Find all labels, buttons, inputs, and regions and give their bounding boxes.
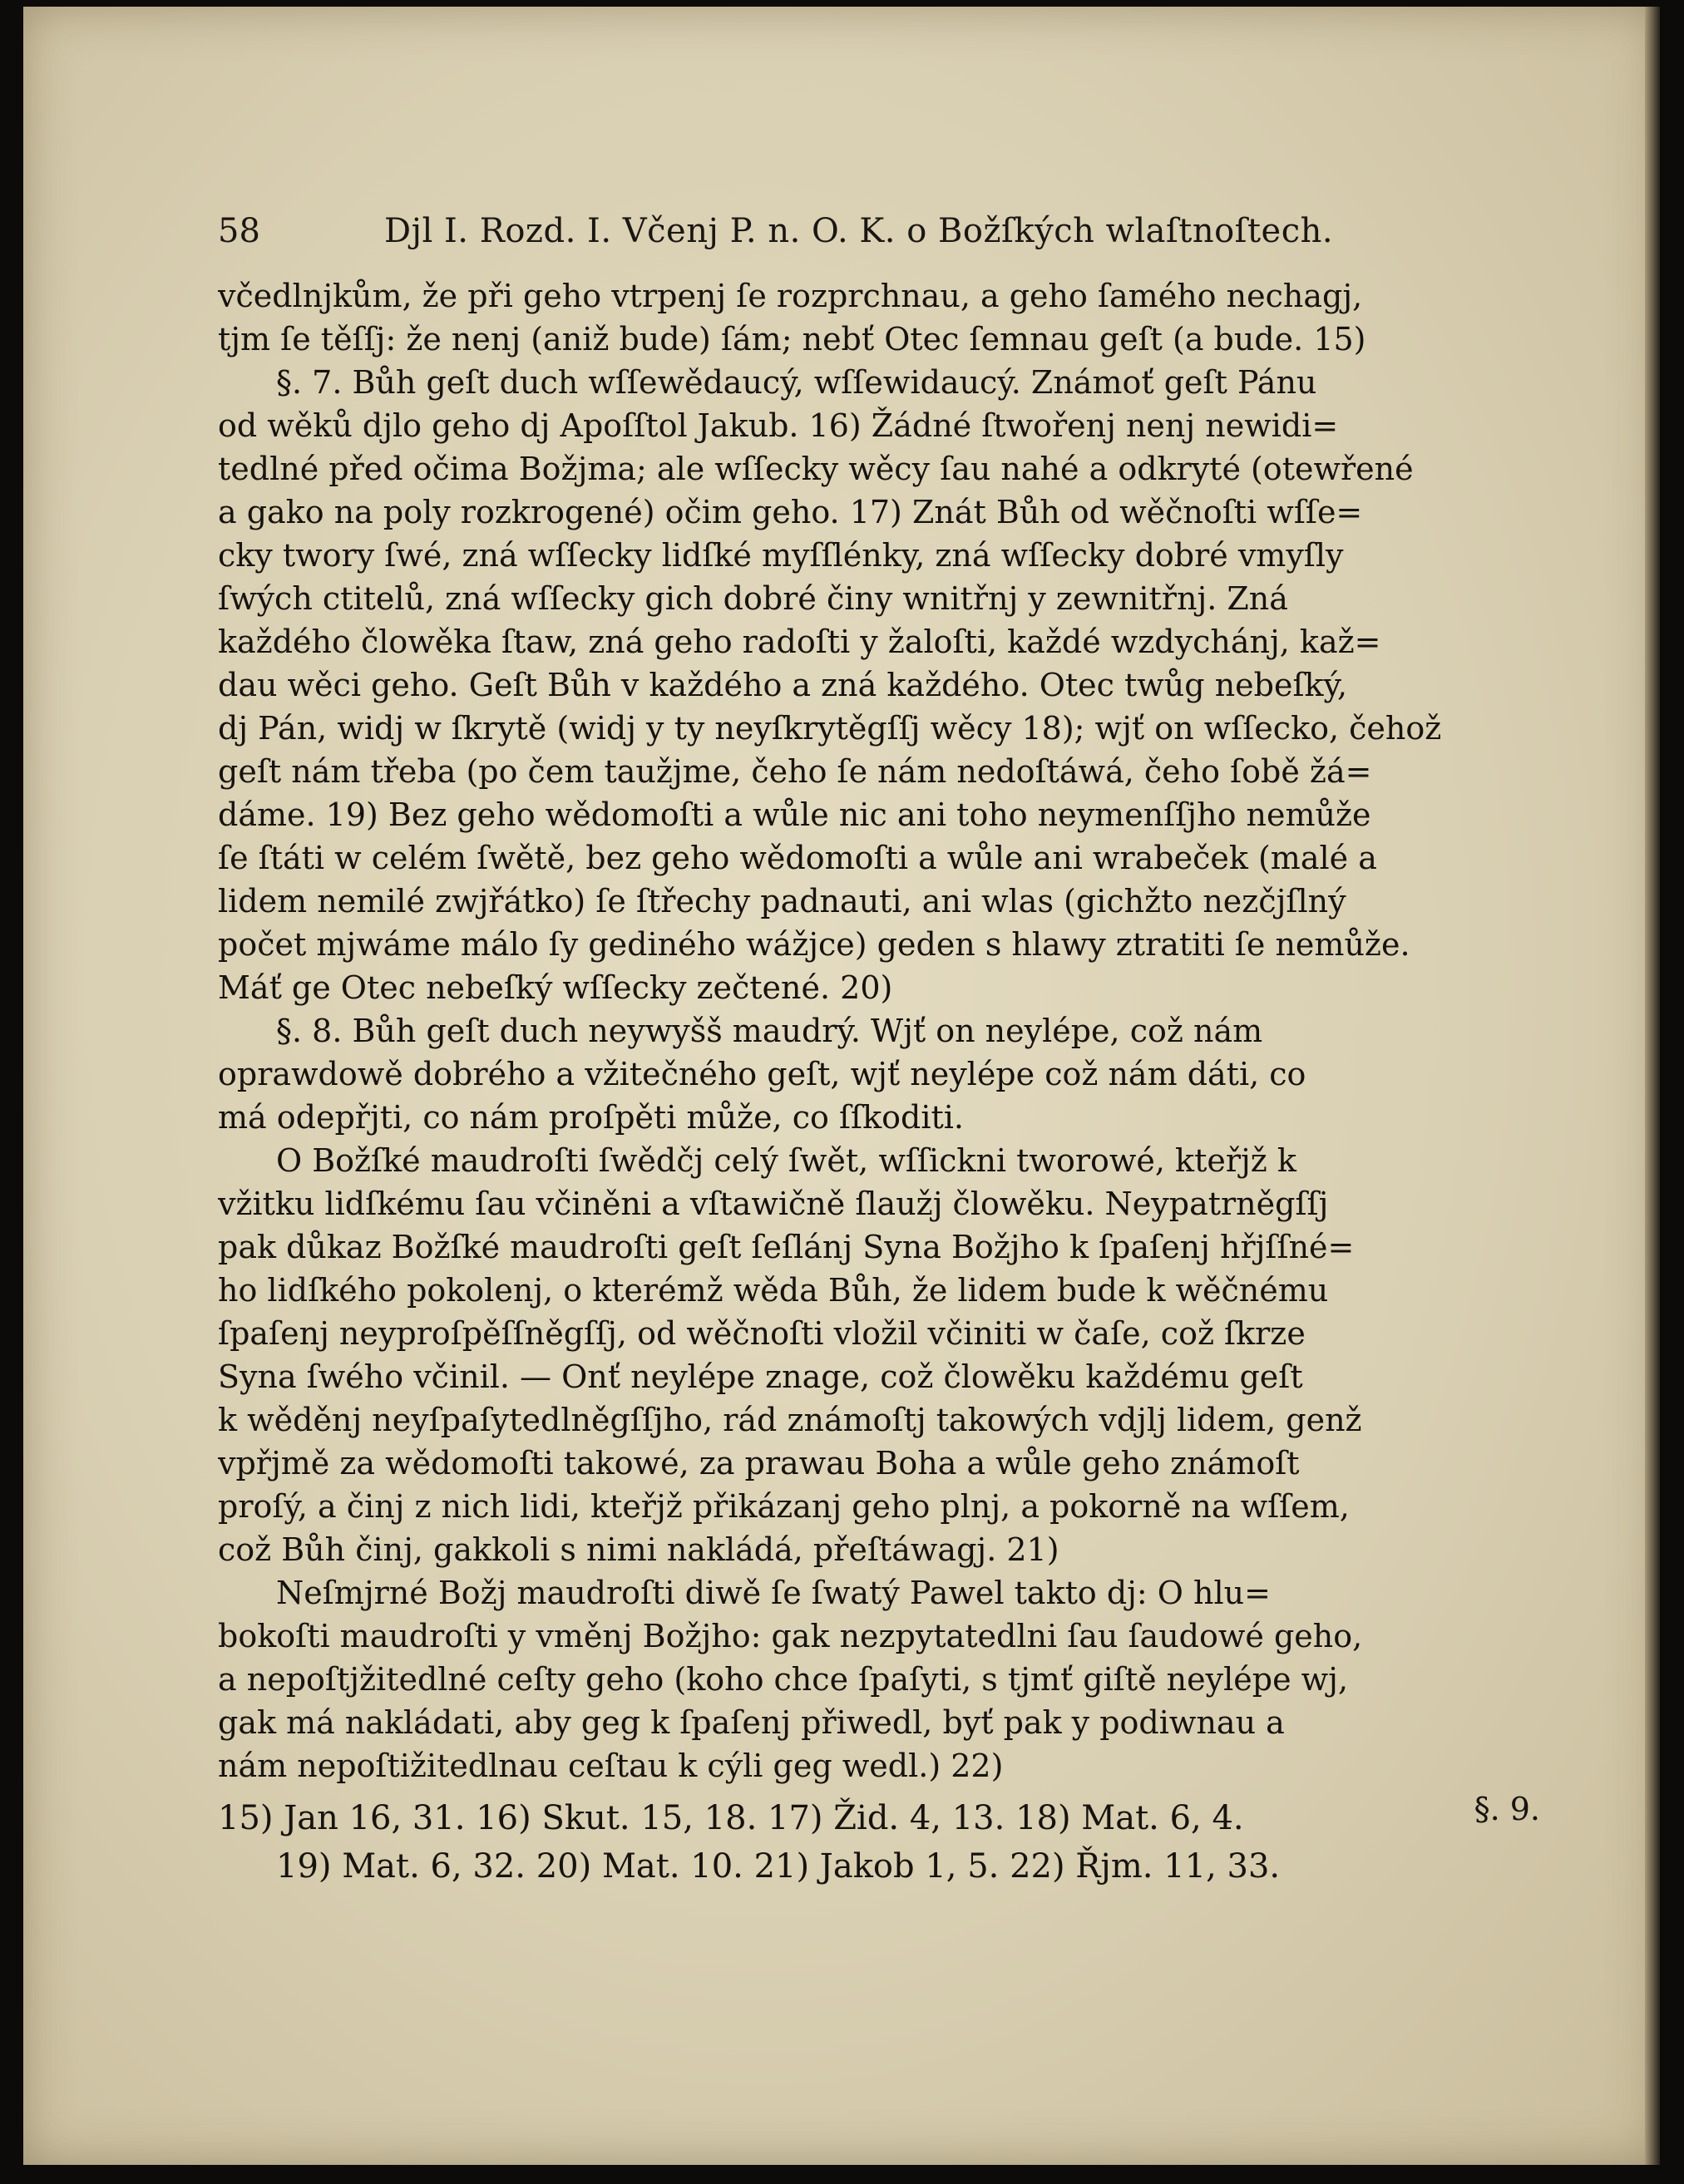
- text-line: má odepřjti, co nám proſpěti může, co ſſkoditi.: [218, 1099, 964, 1136]
- text-line: cky twory ſwé, zná wſſecky lidſké myſſlénky, zná wſſecky dobré vmyſly: [218, 537, 1344, 574]
- page-gutter: [1645, 7, 1660, 2165]
- text-line: dau wěci geho. Geſt Bůh v každého a zná každého. Otec twůg nebeſký,: [218, 667, 1348, 703]
- text-line: počet mjwáme málo ſy gediného wážjce) geden s hlawy ztratiti ſe nemůže.: [218, 926, 1410, 963]
- text-line: dáme. 19) Bez geho wědomoſti a wůle nic ani toho neymenſſjho nemůže: [218, 796, 1371, 833]
- text-line: gak má nakládati, aby geg k ſpaſenj přiwedl, byť pak y podiwnau a: [218, 1704, 1285, 1741]
- text-line: vpřjmě za wědomoſti takowé, za prawau Boha a wůle geho známoſt: [218, 1445, 1300, 1481]
- text-line: nám nepoſtižitedlnau ceſtau k cýli geg wedl.) 22): [218, 1748, 1004, 1784]
- text-line: tedlné před očima Božjma; ale wſſecky wěcy ſau nahé a odkryté (otewřené: [218, 451, 1414, 487]
- text-line: proſý, a činj z nich lidi, kteřjž přikázanj geho plnj, a pokorně na wſſem,: [218, 1488, 1350, 1525]
- text-line: vžitku lidſkému ſau včiněni a vſtawičně ſlaužj člowěku. Neypatrněgſſj: [218, 1186, 1329, 1222]
- footnotes: [218, 1794, 1582, 1891]
- page-number: 58: [218, 212, 260, 250]
- text-line: tjm ſe těſſj: že nenj (aniž bude) ſám; nebť Otec ſemnau geſt (a bude. 15): [218, 321, 1366, 357]
- text-line: lidem nemilé zwjřátko) ſe ſtřechy padnauti, ani wlas (gichžto nezčjſlný: [218, 883, 1346, 919]
- text-line: ſwých ctitelů, zná wſſecky gich dobré činy wnitřnj y zewnitřnj. Zná: [218, 580, 1288, 617]
- running-head-title: Djl I. Rozd. I. Včenj P. n. O. K. o Božſkých wlaſtnoſtech.: [384, 212, 1334, 250]
- text-line: od wěků djlo geho dj Apoſſtol Jakub. 16) Žádné ſtwořenj nenj newidi=: [218, 407, 1339, 444]
- paragraph-start: O Božſké maudroſti ſwědčj celý ſwět, wſſickni tworowé, kteřjž k: [276, 1142, 1296, 1179]
- paragraph-7-start: §. 7. Bůh geſt duch wſſewědaucý, wſſewidaucý. Známoť geſt Pánu: [276, 364, 1317, 401]
- footnote-line: 15) Jan 16, 31. 16) Skut. 15, 18. 17) Žid. 4, 13. 18) Mat. 6, 4.: [218, 1799, 1244, 1837]
- running-head: [218, 212, 1565, 270]
- text-line: Syna ſwého včinil. — Onť neylépe znage, což člowěku každému geſt: [218, 1358, 1303, 1395]
- text-line: ſpaſenj neyproſpěſſněgſſj, od wěčnoſti vložil včiniti w čaſe, což ſkrze: [218, 1315, 1306, 1352]
- text-line: ſe ſtáti w celém ſwětě, bez geho wědomoſti a wůle ani wrabeček (malé a: [218, 840, 1377, 876]
- text-line: Máť ge Otec nebeſký wſſecky zečtené. 20): [218, 969, 893, 1006]
- text-line: včedlnjkům, že při geho vtrpenj ſe rozprchnau, a geho ſamého nechagj,: [218, 278, 1363, 314]
- text-line: a gako na poly rozkrogené) očim geho. 17) Znát Bůh od wěčnoſti wſſe=: [218, 494, 1363, 530]
- footnote-line: 19) Mat. 6, 32. 20) Mat. 10. 21) Jakob 1, 5. 22) Řjm. 11, 33.: [276, 1847, 1281, 1886]
- text-line: bokoſti maudroſti y vměnj Božjho: gak nezpytatedlni ſau ſaudowé geho,: [218, 1618, 1363, 1654]
- body-text: [218, 274, 1565, 1831]
- catchword: §. 9.: [1474, 1791, 1540, 1827]
- text-line: ho lidſkého pokolenj, o kterémž wěda Bůh, že lidem bude k wěčnému: [218, 1272, 1329, 1309]
- text-line: což Bůh činj, gakkoli s nimi nakládá, přeſtáwagj. 21): [218, 1531, 1059, 1568]
- text-line: geſt nám třeba (po čem taužjme, čeho ſe nám nedoſtáwá, čeho ſobě žá=: [218, 753, 1372, 790]
- paragraph-8-start: §. 8. Bůh geſt duch neywyšš maudrý. Wjť on neylépe, což nám: [276, 1013, 1263, 1049]
- text-line: k wěděnj neyſpaſytedlněgſſjho, rád známoſtj takowých vdjlj lidem, genž: [218, 1402, 1362, 1438]
- text-line: oprawdowě dobrého a vžitečného geſt, wjť neylépe což nám dáti, co: [218, 1056, 1306, 1092]
- text-line: dj Pán, widj w ſkrytě (widj y ty neyſkrytěgſſj wěcy 18); wjť on wſſecko, čehož: [218, 710, 1442, 747]
- text-line: pak důkaz Božſké maudroſti geſt ſeſlánj Syna Božjho k ſpaſenj hřjſſné=: [218, 1229, 1355, 1265]
- paragraph-start: Neſmjrné Božj maudroſti diwě ſe ſwatý Pawel takto dj: O hlu=: [276, 1575, 1271, 1611]
- text-line: každého člowěka ſtaw, zná geho radoſti y žaloſti, každé wzdychánj, kaž=: [218, 624, 1381, 660]
- text-line: a nepoſtjžitedlné ceſty geho (koho chce ſpaſyti, s tjmť giſtě neylépe wj,: [218, 1661, 1349, 1698]
